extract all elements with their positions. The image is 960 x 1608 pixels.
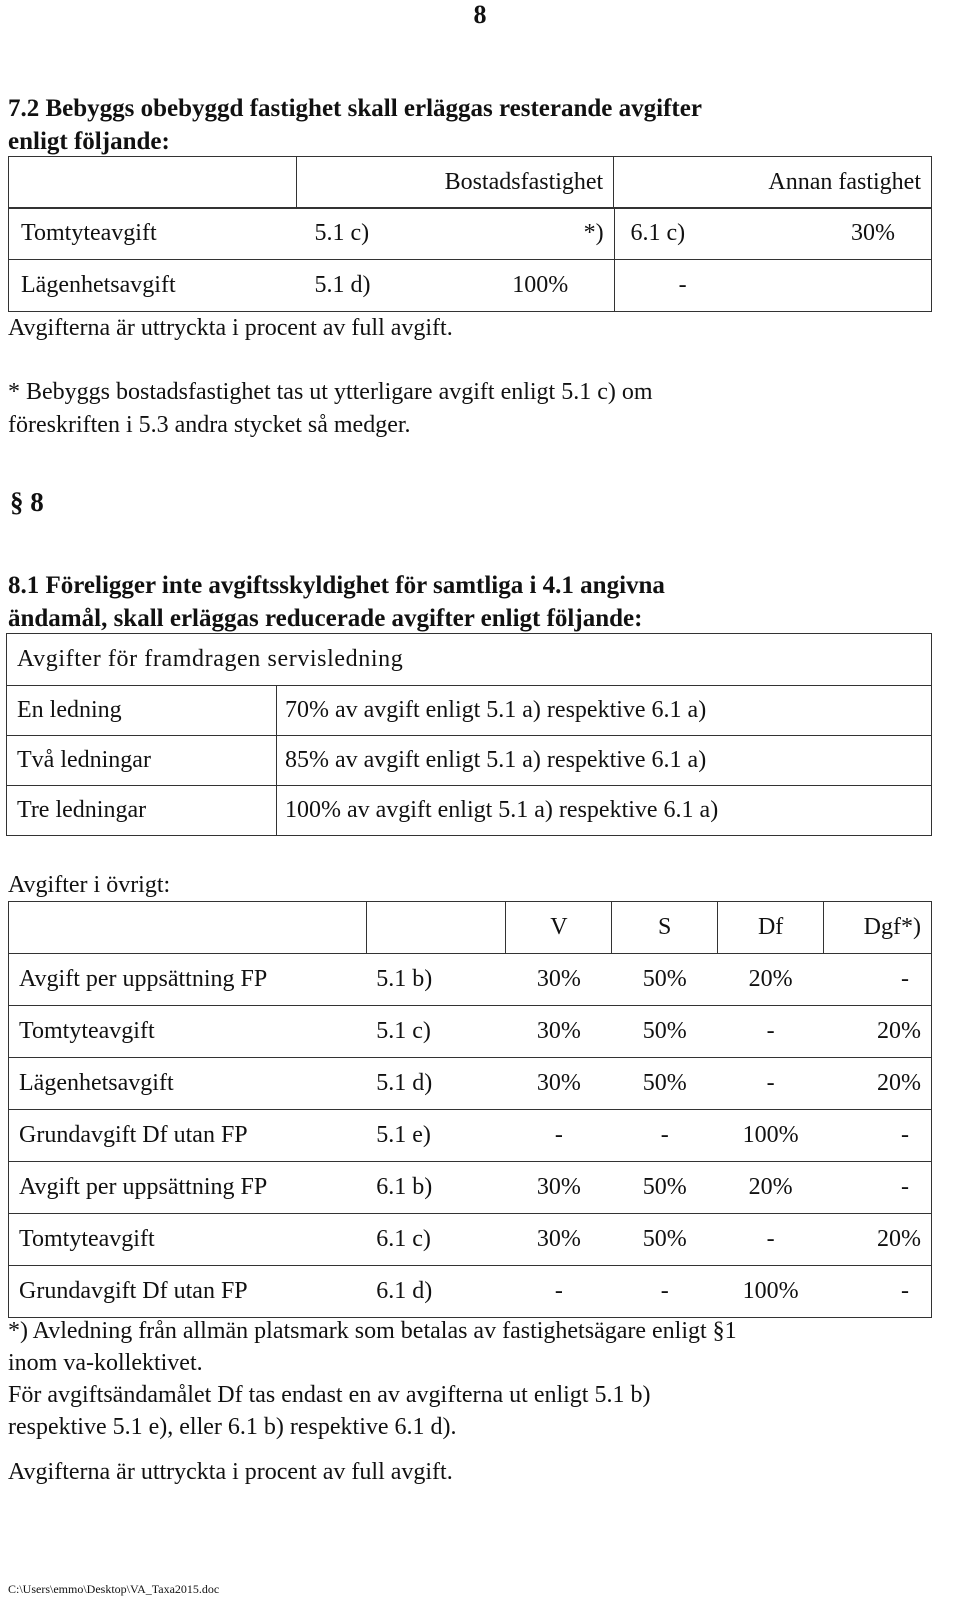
table-header-row <box>9 157 932 209</box>
section-7-2-heading-line1: 7.2 Bebyggs obebyggd fastighet skall erläggas resterande avgifter <box>8 95 702 122</box>
row-value: 70% av avgift enligt 5.1 a) respektive 6.1 a) <box>277 686 932 736</box>
section-7-2-heading-line2: enligt följande: <box>8 128 170 155</box>
table-title-row <box>7 634 932 686</box>
cell-ref: 6.1 c) <box>366 1214 506 1266</box>
cell-v: 30% <box>506 1006 612 1058</box>
table-title: Avgifter för framdragen servisledning <box>7 634 932 686</box>
cell-v: 30% <box>506 954 612 1006</box>
table-row <box>7 786 932 836</box>
cell-label: Lägenhetsavgift <box>9 1058 367 1110</box>
row-ref2: 6.1 c) <box>630 220 686 246</box>
row-label-text: Tomtyteavgift <box>21 220 157 246</box>
table-7-2-rows <box>8 207 932 312</box>
page-number: 8 <box>473 0 487 29</box>
row-bostad-value: *) <box>583 220 604 246</box>
file-path-footer: C:\Users\emmo\Desktop\VA_Taxa2015.doc <box>8 1582 220 1596</box>
cell-v: 30% <box>506 1162 612 1214</box>
cell-s: - <box>612 1266 718 1318</box>
cell-s: 50% <box>612 1162 718 1214</box>
cell-dgf: 20% <box>824 1006 932 1058</box>
row-value: 100% av avgift enligt 5.1 a) respektive 6.1 a) <box>277 786 932 836</box>
cell-v: 30% <box>506 1214 612 1266</box>
row-label: En ledning <box>7 686 277 736</box>
header-dgf: Dgf*) <box>824 902 932 954</box>
row-annan <box>614 260 931 312</box>
table-row <box>9 1006 932 1058</box>
table-header-row <box>9 902 932 954</box>
table-row <box>9 1110 932 1162</box>
header-s: S <box>612 902 718 954</box>
cell-ref: 5.1 e) <box>366 1110 506 1162</box>
header-annan-fastighet: Annan fastighet <box>614 157 932 209</box>
row-label <box>9 260 371 312</box>
cell-df: - <box>718 1214 824 1266</box>
cell-dgf: - <box>824 1162 932 1214</box>
row-annan <box>614 208 931 260</box>
cell-dgf: 20% <box>824 1214 932 1266</box>
cell-dgf: - <box>824 954 932 1006</box>
table-row <box>9 260 932 312</box>
header-v: V <box>506 902 612 954</box>
header-empty-ref <box>366 902 506 954</box>
header-df: Df <box>718 902 824 954</box>
row-value: 85% av avgift enligt 5.1 a) respektive 6.1 a) <box>277 736 932 786</box>
section-8-1-heading-line1: 8.1 Föreligger inte avgiftsskyldighet för samtliga i 4.1 angivna <box>8 572 665 599</box>
cell-df: 20% <box>718 954 824 1006</box>
cell-df: - <box>718 1006 824 1058</box>
table-row <box>9 1162 932 1214</box>
table-row <box>9 954 932 1006</box>
footnote-line1: *) Avledning från allmän platsmark som betalas av fastighetsägare enligt §1 <box>8 1318 737 1344</box>
table-row <box>9 1266 932 1318</box>
cell-ref: 5.1 d) <box>366 1058 506 1110</box>
cell-dgf: 20% <box>824 1058 932 1110</box>
row-bostad-value: 100% <box>512 272 569 298</box>
cell-s: 50% <box>612 1058 718 1110</box>
row-label: Tre ledningar <box>7 786 277 836</box>
cell-v: - <box>506 1110 612 1162</box>
cell-label: Grundavgift Df utan FP <box>9 1266 367 1318</box>
row-ref: 5.1 c) <box>314 220 370 246</box>
table-row <box>7 736 932 786</box>
row-ref2: - <box>678 272 687 298</box>
cell-ref: 6.1 d) <box>366 1266 506 1318</box>
cell-s: 50% <box>612 954 718 1006</box>
note-percent: Avgifterna är uttryckta i procent av full avgift. <box>8 315 453 341</box>
cell-ref: 5.1 c) <box>366 1006 506 1058</box>
table-row <box>9 208 932 260</box>
row-label-text: Lägenhetsavgift <box>21 272 176 298</box>
cell-label: Grundavgift Df utan FP <box>9 1110 367 1162</box>
cell-s: 50% <box>612 1214 718 1266</box>
footnote-line2: inom va-kollektivet. <box>8 1350 203 1376</box>
cell-s: 50% <box>612 1006 718 1058</box>
row-ref: 5.1 d) <box>314 272 371 298</box>
table-row <box>7 686 932 736</box>
row-label: Två ledningar <box>7 736 277 786</box>
table-7-2 <box>8 156 932 209</box>
header-bostadsfastighet: Bostadsfastighet <box>296 157 614 209</box>
cell-df: 100% <box>718 1110 824 1162</box>
section-8-1-heading-line2: ändamål, skall erläggas reducerade avgifter enligt följande: <box>8 605 643 632</box>
note-asterisk-line1: * Bebyggs bostadsfastighet tas ut ytterligare avgift enligt 5.1 c) om <box>8 379 653 405</box>
cell-label: Avgift per uppsättning FP <box>9 1162 367 1214</box>
cell-ref: 6.1 b) <box>366 1162 506 1214</box>
header-empty <box>9 157 297 209</box>
table-servisledning <box>6 633 932 836</box>
note-df-line2: respektive 5.1 e), eller 6.1 b) respektive 6.1 d). <box>8 1414 457 1440</box>
note-final: Avgifterna är uttryckta i procent av full avgift. <box>8 1459 453 1485</box>
cell-label: Avgift per uppsättning FP <box>9 954 367 1006</box>
cell-v: - <box>506 1266 612 1318</box>
row-label <box>9 208 370 260</box>
cell-label: Tomtyteavgift <box>9 1006 367 1058</box>
cell-df: - <box>718 1058 824 1110</box>
cell-label: Tomtyteavgift <box>9 1214 367 1266</box>
cell-df: 20% <box>718 1162 824 1214</box>
paragraph-mark: § 8 <box>10 487 44 517</box>
header-empty <box>9 902 367 954</box>
cell-dgf: - <box>824 1110 932 1162</box>
table-ovrigt <box>8 901 932 1318</box>
row-annan-value: 30% <box>851 220 895 246</box>
cell-v: 30% <box>506 1058 612 1110</box>
ovrigt-title: Avgifter i övrigt: <box>8 872 171 898</box>
note-df-line1: För avgiftsändamålet Df tas endast en av avgifterna ut enligt 5.1 b) <box>8 1382 651 1408</box>
cell-df: 100% <box>718 1266 824 1318</box>
cell-s: - <box>612 1110 718 1162</box>
cell-dgf: - <box>824 1266 932 1318</box>
table-row <box>9 1214 932 1266</box>
table-row <box>9 1058 932 1110</box>
cell-ref: 5.1 b) <box>366 954 506 1006</box>
note-asterisk-line2: föreskriften i 5.3 andra stycket så medger. <box>8 412 411 438</box>
